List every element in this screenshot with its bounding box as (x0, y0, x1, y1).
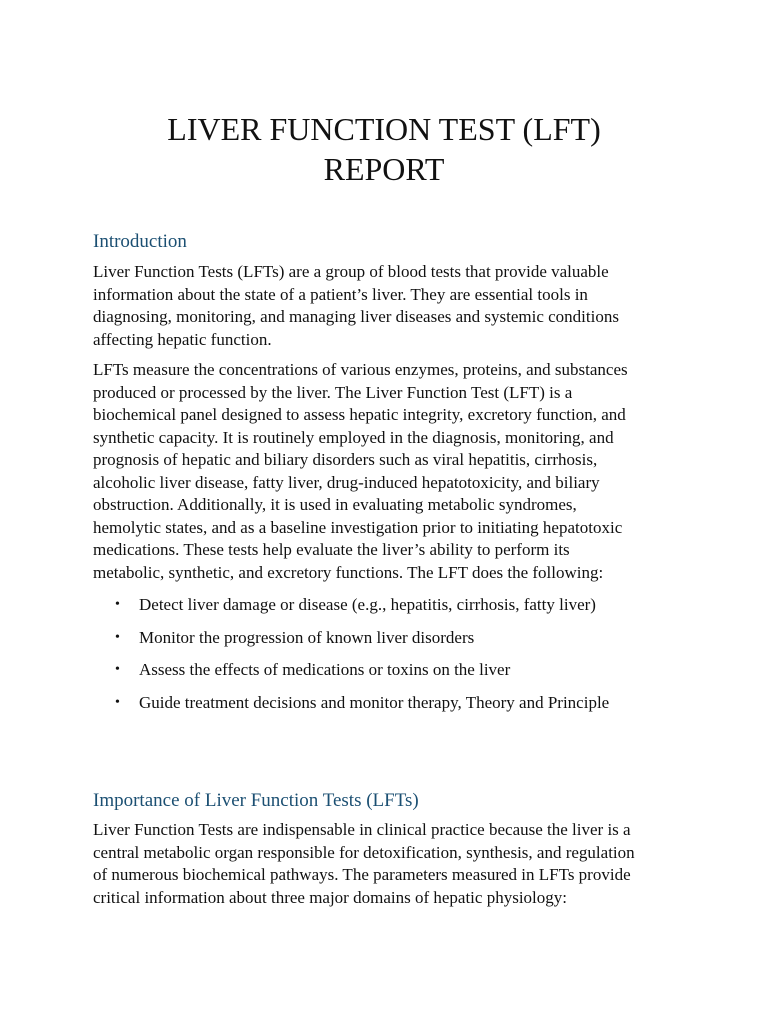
paragraph-line: obstruction. Additionally, it is used in evaluating metabolic syndromes, (93, 495, 577, 514)
paragraph-line: affecting hepatic function. (93, 329, 272, 349)
paragraph-line: produced or processed by the liver. The Liver Function Test (LFT) is a (93, 382, 573, 402)
section-heading: Importance of Liver Function Tests (LFTs) (93, 790, 419, 811)
list-item (93, 627, 678, 650)
paragraph-line: prognosis of hepatic and biliary disorders such as viral hepatitis, cirrhosis, (93, 450, 598, 469)
section-heading: Introduction (93, 231, 187, 252)
paragraph-line: LFTs measure the concentrations of various enzymes, proteins, and substances (93, 360, 628, 379)
list-item-text: Monitor the progression of known liver disorders (139, 627, 475, 647)
paragraph (93, 359, 678, 584)
list-item-text: Detect liver damage or disease (e.g., hepatitis, cirrhosis, fatty liver) (139, 595, 596, 614)
section-importance (93, 789, 678, 909)
list-item (93, 692, 678, 715)
list-item-text: Assess the effects of medications or toxins on the liver (139, 660, 511, 679)
bullet-icon: • (115, 629, 120, 645)
paragraph-line: hemolytic states, and as a baseline investigation prior to initiating hepatotoxic (93, 517, 623, 537)
paragraph-line: synthetic capacity. It is routinely employed in the diagnosis, monitoring, and (93, 427, 614, 447)
list-item (93, 659, 678, 682)
bullet-icon: • (115, 662, 120, 677)
bullet-list (93, 594, 678, 714)
list-item-text: Guide treatment decisions and monitor therapy, Theory and Principle (139, 692, 610, 712)
title-line: REPORT (323, 151, 445, 187)
paragraph-line: critical information about three major domains of hepatic physiology: (93, 887, 567, 907)
paragraph-line: diagnosing, monitoring, and managing liver diseases and systemic conditions (93, 307, 619, 326)
paragraph-line: medications. These tests help evaluate the liver’s ability to perform its (93, 540, 570, 559)
paragraph-line: of numerous biochemical pathways. The parameters measured in LFTs provide (93, 865, 631, 884)
paragraph (93, 819, 678, 909)
paragraph-line: metabolic, synthetic, and excretory functions. The LFT does the following: (93, 562, 604, 582)
bullet-icon: • (115, 694, 120, 710)
paragraph-line: Liver Function Tests are indispensable in clinical practice because the liver is a (93, 820, 631, 839)
paragraph-line: alcoholic liver disease, fatty liver, drug-induced hepatotoxicity, and biliary (93, 472, 600, 492)
list-item (93, 594, 678, 617)
title-line: LIVER FUNCTION TEST (LFT) (167, 111, 601, 147)
section-introduction (93, 230, 678, 724)
paragraph-line: biochemical panel designed to assess hepatic integrity, excretory function, and (93, 405, 626, 424)
paragraph-line: Liver Function Tests (LFTs) are a group of blood tests that provide valuable (93, 262, 609, 281)
paragraph (93, 261, 678, 351)
bullet-icon: • (115, 597, 120, 612)
paragraph-line: central metabolic organ responsible for detoxification, synthesis, and regulation (93, 842, 635, 862)
paragraph-line: information about the state of a patient’s liver. They are essential tools in (93, 284, 588, 304)
page-title (0, 109, 768, 189)
